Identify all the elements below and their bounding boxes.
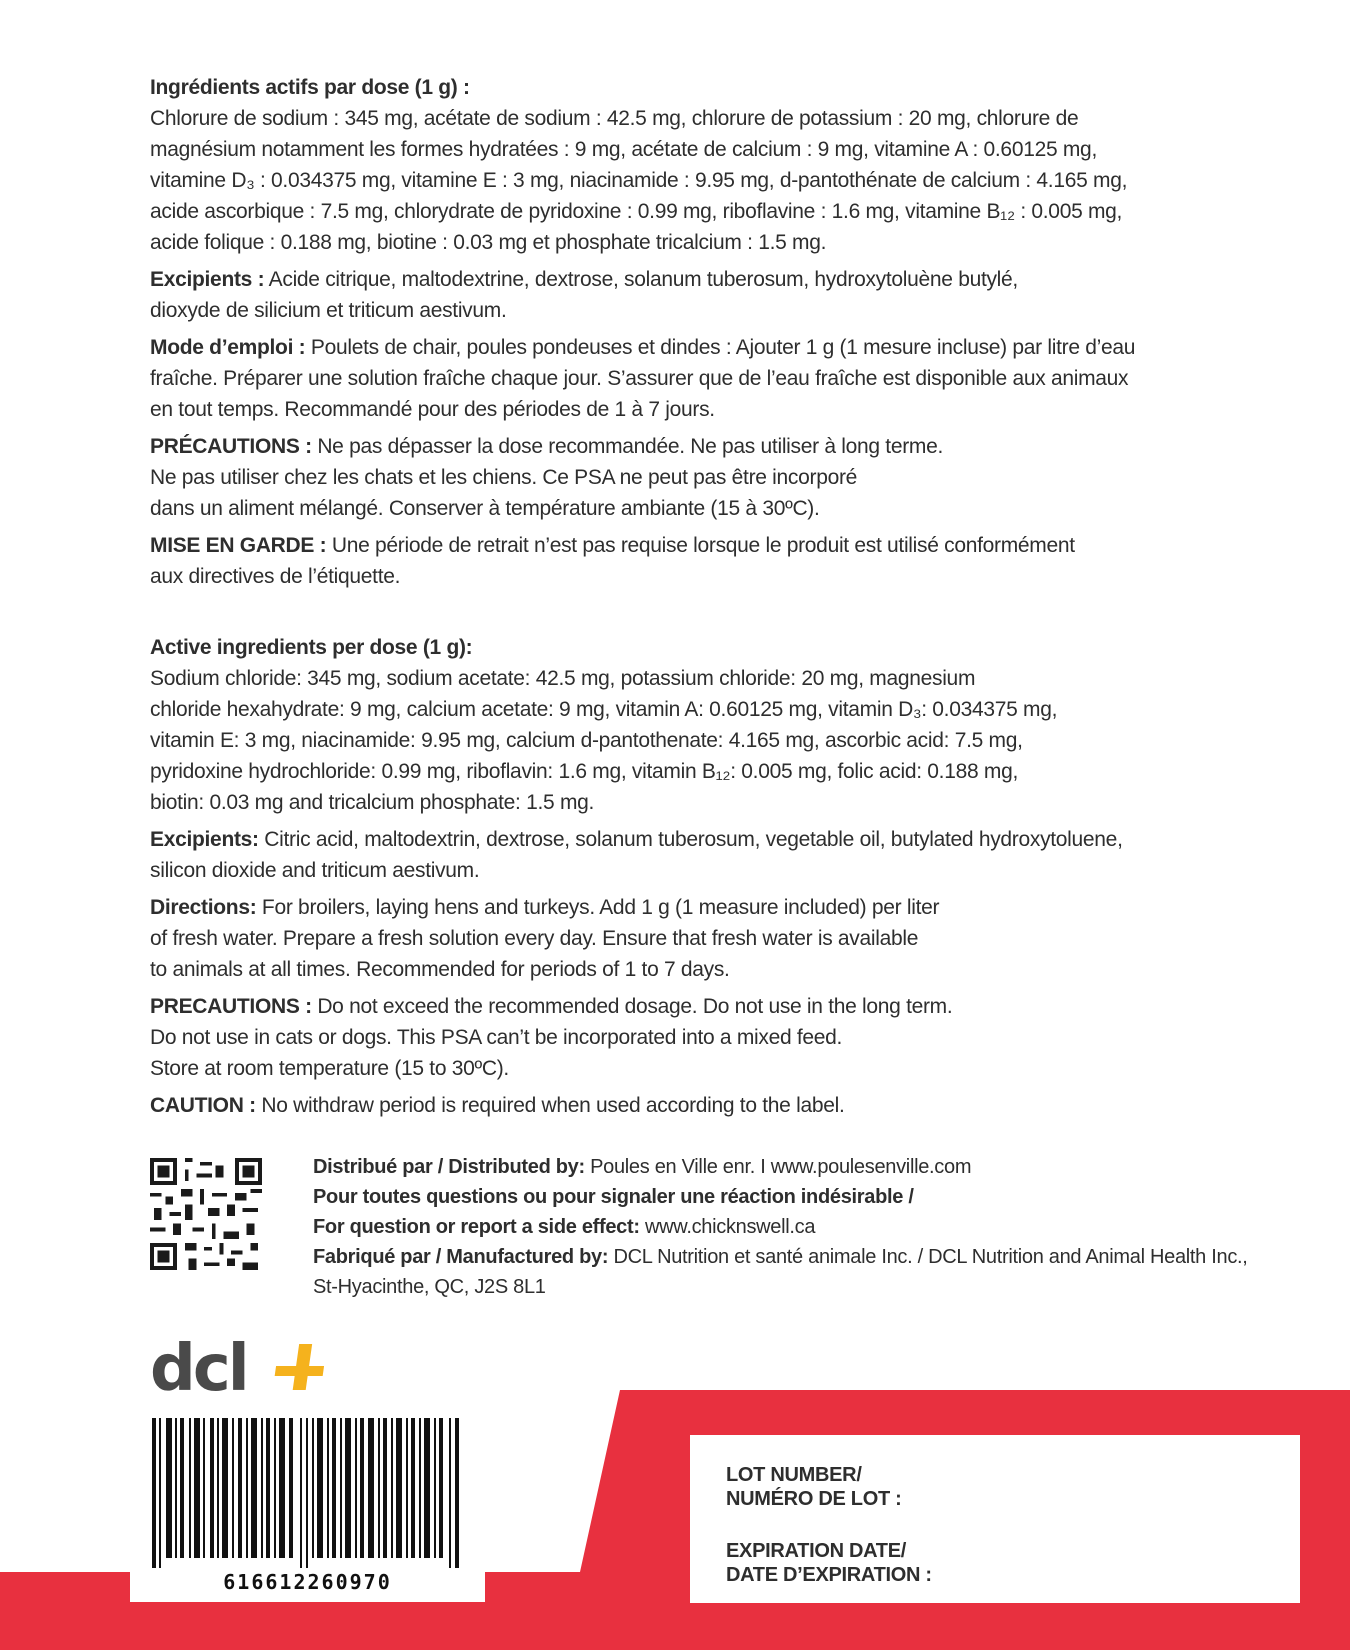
dcl-logo-text: dcl xyxy=(150,1338,247,1398)
lot-number-label-fr: NUMÉRO DE LOT : xyxy=(726,1488,902,1510)
lot-number-label-en: LOT NUMBER/ xyxy=(726,1464,862,1486)
barcode-icon xyxy=(152,1418,462,1568)
question-en: For question or report a side effect: www.chicknswell.ca xyxy=(313,1216,816,1238)
expiration-date-label-en: EXPIRATION DATE/ xyxy=(726,1540,907,1562)
en-excipients: Excipients: Citric acid, maltodextrin, dextrose, solanum tuberosum, vegetable oil, butylated hydroxytoluene, silicon dioxide and triticum aestivum. xyxy=(150,828,1123,882)
label-text xyxy=(150,72,1280,1127)
fr-mode-emploi: Mode d’emploi : Poulets de chair, poules pondeuses et dindes : Ajouter 1 g (1 mesure incluse) par litre d’eau fraîche. Préparer une solution fraîche chaque jour. S’assurer que de l’eau fraîche est disponible aux animaux en tout temps. Recommandé pour des périodes de 1 à 7 jours. xyxy=(150,336,1136,421)
fr-excipients: Excipients : Acide citrique, maltodextrine, dextrose, solanum tuberosum, hydroxytoluène butylé, dioxyde de silicium et triticum aestivum. xyxy=(150,268,1018,322)
fr-active-ingredients: Chlorure de sodium : 345 mg, acétate de sodium : 42.5 mg, chlorure de potassium : 20 mg, chlorure de magnésium notamment les formes hydratées : 9 mg, acétate de calcium : 9 mg, vitamine A : 0.60125 mg, vitamine D₃ : 0.034375 mg, vitamine E : 3 mg, niacinamide : 9.95 mg, d-pantothénate de calcium : 4.165 mg, acide ascorbique : 7.5 mg, chlorydrate de pyridoxine : 0.99 mg, riboflavine : 1.6 mg, vitamine B₁₂ : 0.005 mg, acide folique : 0.188 mg, biotine : 0.03 mg et phosphate tricalcium : 1.5 mg. xyxy=(150,107,1128,254)
lot-expiration-box xyxy=(690,1435,1300,1603)
en-caution: CAUTION : No withdraw period is required when used according to the label. xyxy=(150,1094,845,1117)
fr-mise-en-garde: MISE EN GARDE : Une période de retrait n’est pas requise lorsque le produit est utilisé conformément aux directives de l’étiquette. xyxy=(150,534,1075,588)
distribution-info xyxy=(313,1152,1343,1302)
barcode-number: 616612260970 xyxy=(223,1570,392,1594)
plus-cross-icon xyxy=(273,1344,327,1390)
address: St-Hyacinthe, QC, J2S 8L1 xyxy=(313,1276,546,1298)
manufactured-by: Fabriqué par / Manufactured by: DCL Nutrition et santé animale Inc. / DCL Nutrition and Animal Health Inc., xyxy=(313,1246,1248,1268)
qr-code-icon[interactable] xyxy=(150,1158,262,1270)
en-directions: Directions: For broilers, laying hens and turkeys. Add 1 g (1 measure included) per liter of fresh water. Prepare a fresh solution every day. Ensure that fresh water is available to animals at all times. Recommended for periods of 1 to 7 days. xyxy=(150,896,940,981)
fr-active-heading: Ingrédients actifs par dose (1 g) : xyxy=(150,76,470,99)
expiration-date-label-fr: DATE D’EXPIRATION : xyxy=(726,1564,932,1586)
en-precautions: PRECAUTIONS : Do not exceed the recommended dosage. Do not use in the long term. Do not use in cats or dogs. This PSA can’t be incorporated into a mixed feed. Store at room temperature (15 to 30ºC). xyxy=(150,995,953,1080)
language-gap xyxy=(150,598,1280,632)
dcl-logo xyxy=(150,1338,335,1398)
fr-precautions: PRÉCAUTIONS : Ne pas dépasser la dose recommandée. Ne pas utiliser à long terme. Ne pas utiliser chez les chats et les chiens. Ce PSA ne peut pas être incorporé dans un aliment mélangé. Conserver à température ambiante (15 à 30ºC). xyxy=(150,435,944,520)
barcode-area xyxy=(130,1410,485,1602)
question-fr: Pour toutes questions ou pour signaler une réaction indésirable / xyxy=(313,1186,914,1208)
en-active-ingredients: Sodium chloride: 345 mg, sodium acetate: 42.5 mg, potassium chloride: 20 mg, magnesium chloride hexahydrate: 9 mg, calcium acetate: 9 mg, vitamin A: 0.60125 mg, vitamin D₃: 0.034375 mg, vitamin E: 3 mg, niacinamide: 9.95 mg, calcium d-pantothenate: 4.165 mg, ascorbic acid: 7.5 mg, pyridoxine hydrochloride: 0.99 mg, riboflavin: 1.6 mg, vitamin B₁₂: 0.005 mg, folic acid: 0.188 mg, biotin: 0.03 mg and tricalcium phosphate: 1.5 mg. xyxy=(150,667,1058,814)
en-active-heading: Active ingredients per dose (1 g): xyxy=(150,636,473,659)
distributed-by: Distribué par / Distributed by: Poules en Ville enr. I www.poulesenville.com xyxy=(313,1156,972,1178)
